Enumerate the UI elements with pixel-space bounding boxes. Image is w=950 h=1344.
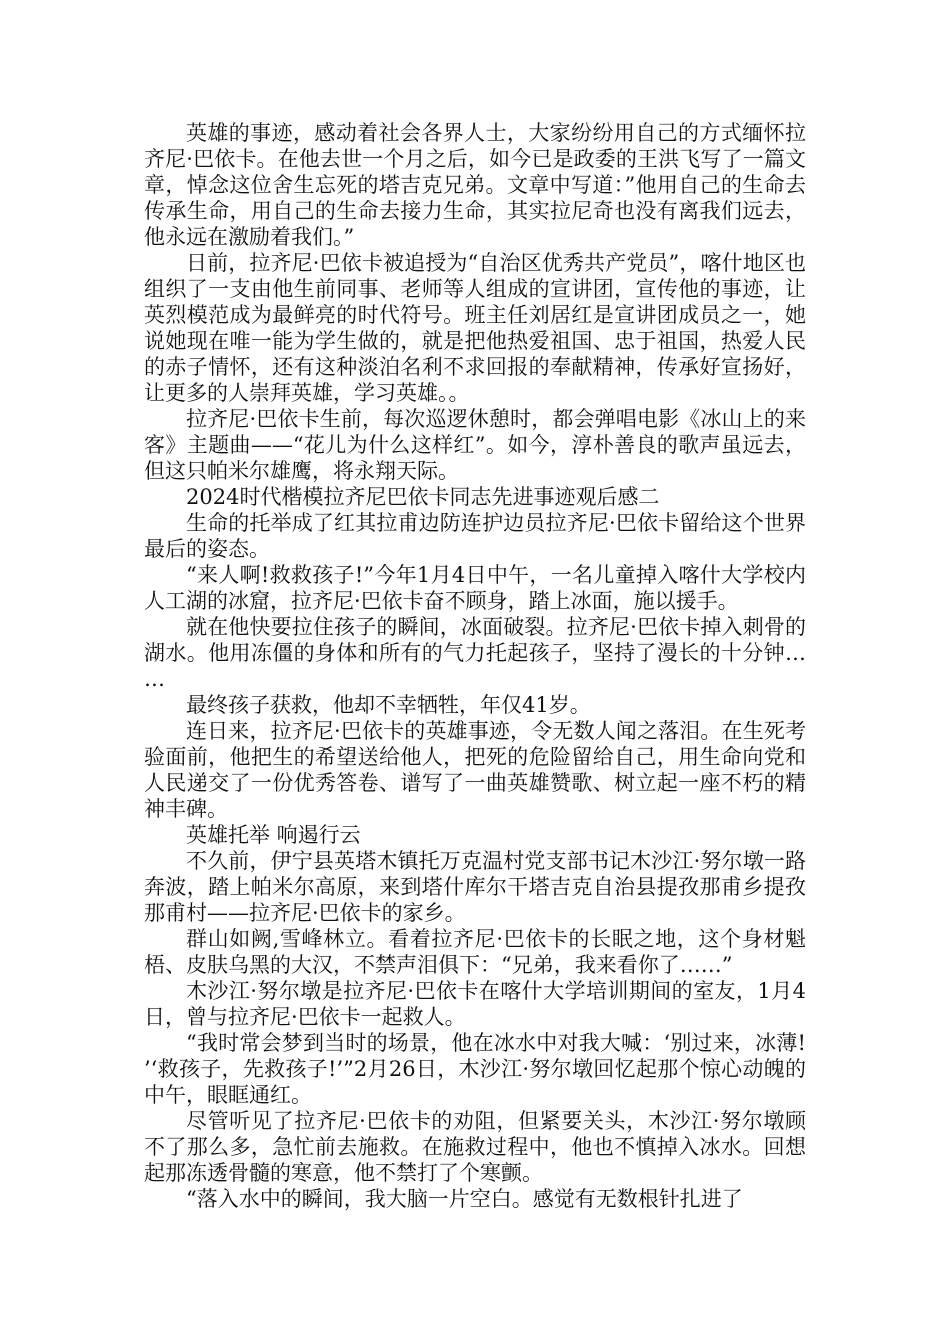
- paragraph: 不久前，伊宁县英塔木镇托万克温村党支部书记木沙江·努尔墩一路奔波，踏上帕米尔高原，来到塔什库尔干塔吉克自治县提孜那甫乡提孜那甫村——拉齐尼·巴依卡的家乡。: [144, 849, 806, 925]
- section-heading: 英雄托举 响遏行云: [186, 823, 361, 847]
- paragraph: 英雄的事迹，感动着社会各界人士，大家纷纷用自己的方式缅怀拉齐尼·巴依卡。在他去世一个月之后，如今已是政委的王洪飞写了一篇文章，悼念这位舍生忘死的塔吉克兄弟。文章中写道：”他用自己的生命去传承生命，用自己的生命去接力生命，其实拉尼奇也没有离我们远去，他永远在激励着我们。”: [144, 121, 806, 249]
- document-body: [144, 120, 806, 1212]
- section-heading: 2024时代楷模拉齐尼巴依卡同志先进事迹观后感二: [186, 485, 660, 509]
- paragraph: “落入水中的瞬间，我大脑一片空白。感觉有无数根针扎进了: [186, 1187, 743, 1211]
- paragraph: 生命的托举成了红其拉甫边防连护边员拉齐尼·巴依卡留给这个世界最后的姿态。: [144, 511, 806, 561]
- paragraph: 就在他快要拉住孩子的瞬间，冰面破裂。拉齐尼·巴依卡掉入刺骨的湖水。他用冻僵的身体和所有的气力托起孩子，坚持了漫长的十分钟……: [144, 615, 806, 691]
- paragraph: 群山如阙,雪峰林立。看着拉齐尼·巴依卡的长眠之地，这个身材魁梧、皮肤乌黑的大汉，不禁声泪俱下：“兄弟，我来看你了……”: [144, 927, 806, 977]
- paragraph: 最终孩子获救，他却不幸牺牲，年仅41岁。: [186, 693, 591, 717]
- paragraph: 拉齐尼·巴依卡生前，每次巡逻休憩时，都会弹唱电影《冰山上的来客》主题曲——“花儿为什么这样红”。如今，淳朴善良的歌声虽远去，但这只帕米尔雄鹰，将永翔天际。: [144, 407, 806, 483]
- paragraph: 木沙江·努尔墩是拉齐尼·巴依卡在喀什大学培训期间的室友，1月4日，曾与拉齐尼·巴依卡一起救人。: [144, 979, 806, 1029]
- paragraph: “来人啊!救救孩子!”今年1月4日中午，一名儿童掉入喀什大学校内人工湖的冰窟，拉齐尼·巴依卡奋不顾身，踏上冰面，施以援手。: [144, 563, 806, 613]
- paragraph: 日前，拉齐尼·巴依卡被追授为“自治区优秀共产党员”，喀什地区也组织了一支由他生前同事、老师等人组成的宣讲团，宣传他的事迹，让英烈模范成为最鲜亮的时代符号。班主任刘居红是宣讲团成员之一，她说她现在唯一能为学生做的，就是把他热爱祖国、忠于祖国，热爱人民的赤子情怀，还有这种淡泊名利不求回报的奉献精神，传承好宣扬好，让更多的人崇拜英雄，学习英雄。。: [144, 251, 806, 405]
- paragraph: 连日来，拉齐尼·巴依卡的英雄事迹，令无数人闻之落泪。在生死考验面前，他把生的希望送给他人，把死的危险留给自己，用生命向党和人民递交了一份优秀答卷、谱写了一曲英雄赞歌、树立起一座不朽的精神丰碑。: [144, 719, 806, 821]
- paragraph: 尽管听见了拉齐尼·巴依卡的劝阻，但紧要关头，木沙江·努尔墩顾不了那么多，急忙前去施救。在施救过程中，他也不慎掉入冰水。回想起那冻透骨髓的寒意，他不禁打了个寒颤。: [144, 1109, 806, 1185]
- paragraph: “我时常会梦到当时的场景，他在冰水中对我大喊：‘别过来，冰薄!’‘救孩子，先救孩子!’”2月26日，木沙江·努尔墩回忆起那个惊心动魄的中午，眼眶通红。: [144, 1031, 806, 1107]
